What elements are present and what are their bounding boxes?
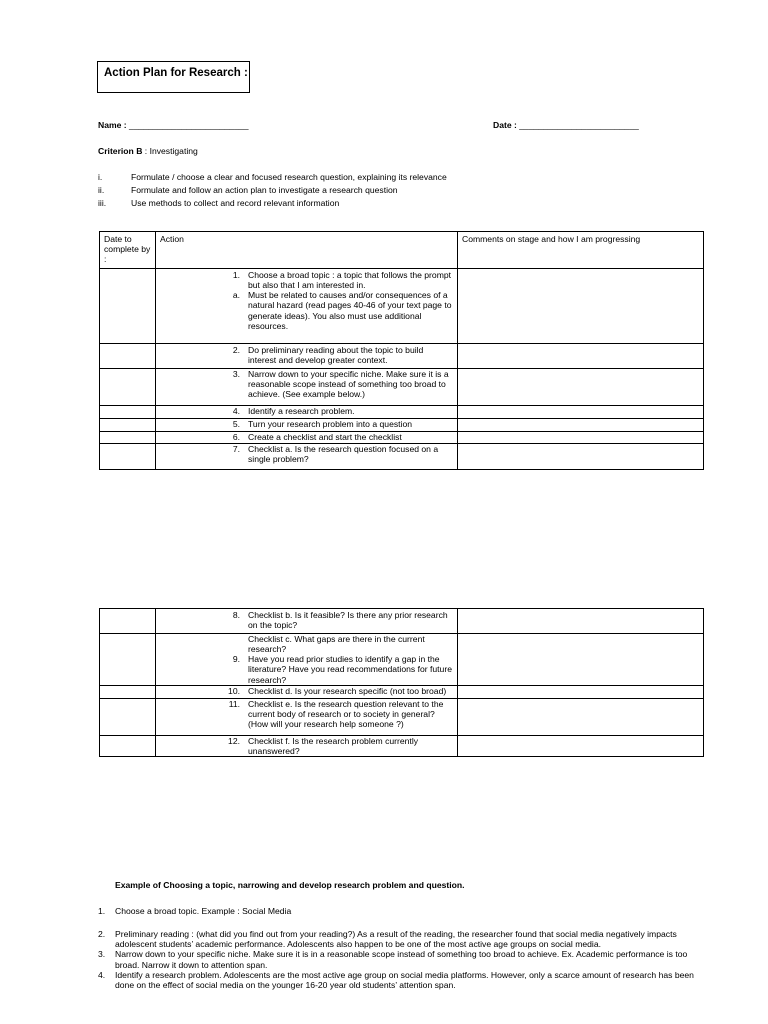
table-row bbox=[100, 685, 704, 698]
action-number: 2. bbox=[232, 345, 240, 355]
table-row bbox=[100, 269, 704, 344]
action-cell bbox=[156, 698, 458, 735]
date-cell[interactable] bbox=[100, 432, 156, 444]
action-text: Checklist b. Is it feasible? Is there any prior research on the topic? bbox=[248, 610, 448, 631]
action-number: 11. bbox=[228, 698, 240, 709]
action-cell bbox=[156, 634, 458, 686]
action-number: 1. bbox=[232, 270, 240, 280]
example-number: 3. bbox=[98, 949, 106, 960]
action-cell bbox=[156, 609, 458, 634]
comments-cell[interactable] bbox=[458, 609, 704, 634]
action-cell bbox=[156, 269, 458, 344]
action-cell bbox=[156, 685, 458, 698]
action-item bbox=[156, 736, 457, 756]
action-number bbox=[156, 634, 248, 654]
action-number: 7. bbox=[232, 444, 240, 454]
date-blank: _________________________ bbox=[519, 120, 639, 130]
objective-item bbox=[98, 185, 518, 198]
example-item bbox=[98, 970, 708, 990]
action-item bbox=[156, 406, 457, 416]
date-cell[interactable] bbox=[100, 444, 156, 470]
table-row bbox=[100, 419, 704, 432]
date-cell[interactable] bbox=[100, 419, 156, 432]
objectives-list bbox=[98, 172, 518, 211]
comments-cell[interactable] bbox=[458, 685, 704, 698]
comments-cell[interactable] bbox=[458, 419, 704, 432]
action-text: Checklist f. Is the research problem currently unanswered? bbox=[248, 735, 419, 756]
action-text: Narrow down to your specific niche. Make sure it is a reasonable scope instead of something too broad to achieve. (See example below.) bbox=[248, 369, 449, 400]
action-item bbox=[156, 269, 457, 290]
date-cell[interactable] bbox=[100, 406, 156, 419]
action-cell bbox=[156, 369, 458, 406]
action-cell bbox=[156, 444, 458, 470]
name-label: Name : bbox=[98, 120, 127, 130]
example-list bbox=[98, 906, 708, 990]
action-text: Have you read prior studies to identify a gap in the literature? Have you read recommendations for future research? bbox=[248, 654, 452, 685]
date-cell[interactable] bbox=[100, 369, 156, 406]
comments-cell[interactable] bbox=[458, 735, 704, 756]
date-column-header: Date to complete by : bbox=[100, 232, 156, 269]
action-item bbox=[156, 432, 457, 442]
comments-column-header: Comments on stage and how I am progressing bbox=[458, 232, 704, 269]
action-plan-table bbox=[99, 231, 704, 470]
action-text: Checklist e. Is the research question relevant to the current body of research or to society in general? (How will your research help someone ?) bbox=[248, 698, 444, 729]
action-text: Choose a broad topic : a topic that follows the prompt but also that I am interested in. bbox=[248, 270, 452, 291]
action-item bbox=[156, 369, 457, 399]
comments-cell[interactable] bbox=[458, 432, 704, 444]
example-item bbox=[98, 906, 708, 916]
comments-cell[interactable] bbox=[458, 269, 704, 344]
example-text: Choose a broad topic. Example : Social Media bbox=[115, 906, 292, 916]
action-plan-table-continued bbox=[99, 608, 704, 757]
example-item bbox=[98, 949, 708, 969]
date-cell[interactable] bbox=[100, 735, 156, 756]
date-cell[interactable] bbox=[100, 634, 156, 686]
action-item bbox=[156, 444, 457, 464]
document-title-box bbox=[97, 61, 250, 93]
action-text: Checklist d. Is your research specific (not too broad) bbox=[248, 685, 447, 696]
comments-cell[interactable] bbox=[458, 369, 704, 406]
objective-number: iii. bbox=[98, 198, 107, 208]
action-number: 5. bbox=[232, 419, 240, 429]
action-number: 10. bbox=[228, 685, 240, 696]
action-text: Create a checklist and start the checklist bbox=[248, 432, 402, 442]
comments-cell[interactable] bbox=[458, 344, 704, 369]
comments-cell[interactable] bbox=[458, 444, 704, 470]
date-cell[interactable] bbox=[100, 685, 156, 698]
comments-cell[interactable] bbox=[458, 406, 704, 419]
comments-cell[interactable] bbox=[458, 698, 704, 735]
example-number: 4. bbox=[98, 969, 106, 980]
name-field bbox=[98, 120, 249, 130]
example-item bbox=[98, 929, 708, 949]
action-item bbox=[156, 699, 457, 729]
action-number: 8. bbox=[232, 610, 240, 620]
action-number: 12. bbox=[228, 735, 240, 746]
date-field bbox=[493, 120, 639, 130]
date-cell[interactable] bbox=[100, 698, 156, 735]
action-item bbox=[156, 654, 457, 684]
objective-item bbox=[98, 198, 518, 211]
table-row bbox=[100, 698, 704, 735]
criterion-heading bbox=[98, 146, 198, 156]
action-number: 4. bbox=[232, 406, 240, 416]
example-text: Identify a research problem. Adolescents are the most active age group on social media platforms. However, only a scarce amount of research has been done on the effect of social media on the younger 16-20 year old students’ attention span. bbox=[115, 969, 694, 990]
table-row bbox=[100, 432, 704, 444]
comments-cell[interactable] bbox=[458, 634, 704, 686]
example-text: Narrow down to your specific niche. Make sure it is in a reasonable scope instead of something too broad to achieve. Ex. Academic performance is too broad. Narrow it down to attention span. bbox=[115, 949, 688, 970]
action-text: Must be related to causes and/or consequences of a natural hazard (read pages 40-46 of your text page to generate ideas). You also must use additional resources. bbox=[248, 290, 452, 331]
action-cell bbox=[156, 406, 458, 419]
action-number: 6. bbox=[232, 432, 240, 442]
action-item bbox=[156, 686, 457, 696]
table-row bbox=[100, 406, 704, 419]
action-number: 3. bbox=[232, 369, 240, 379]
table-row bbox=[100, 444, 704, 470]
action-item bbox=[156, 344, 457, 365]
action-item bbox=[156, 609, 457, 630]
action-text: Do preliminary reading about the topic to build interest and develop greater context. bbox=[248, 345, 424, 366]
action-item bbox=[156, 634, 457, 654]
action-cell bbox=[156, 432, 458, 444]
action-number: 9. bbox=[232, 654, 240, 665]
example-text: Preliminary reading : (what did you find out from your reading?) As a result of the reading, the researcher found that social media negatively impacts adolescent students’ academic performance. Adolescents also happen to be one of the most active age groups on social media. bbox=[115, 929, 677, 950]
example-number: 2. bbox=[98, 929, 106, 940]
action-cell bbox=[156, 735, 458, 756]
action-item bbox=[156, 290, 457, 331]
criterion-text: : Investigating bbox=[142, 146, 198, 156]
action-item bbox=[156, 419, 457, 429]
objective-number: ii. bbox=[98, 185, 105, 195]
date-cell[interactable] bbox=[100, 609, 156, 634]
objective-number: i. bbox=[98, 172, 103, 182]
criterion-label: Criterion B bbox=[98, 146, 143, 156]
date-label: Date : bbox=[493, 120, 517, 130]
action-cell bbox=[156, 344, 458, 369]
action-cell bbox=[156, 419, 458, 432]
objective-text: Use methods to collect and record relevant information bbox=[131, 198, 340, 208]
action-number: a. bbox=[232, 290, 240, 301]
table-row bbox=[100, 634, 704, 686]
date-cell[interactable] bbox=[100, 344, 156, 369]
document-title: Action Plan for Research : bbox=[104, 67, 248, 79]
example-heading: Example of Choosing a topic, narrowing and develop research problem and question. bbox=[115, 880, 465, 890]
date-cell[interactable] bbox=[100, 269, 156, 344]
action-text: Identify a research problem. bbox=[248, 406, 355, 416]
example-number: 1. bbox=[98, 906, 106, 916]
objective-item bbox=[98, 172, 518, 185]
table-row bbox=[100, 369, 704, 406]
action-column-header: Action bbox=[156, 232, 458, 269]
objective-text: Formulate and follow an action plan to investigate a research question bbox=[131, 185, 398, 195]
action-text: Checklist c. What gaps are there in the current research? bbox=[248, 634, 425, 655]
table-row bbox=[100, 344, 704, 369]
objective-text: Formulate / choose a clear and focused research question, explaining its relevance bbox=[131, 172, 447, 182]
table-header-row bbox=[100, 232, 704, 269]
table-row bbox=[100, 735, 704, 756]
action-text: Turn your research problem into a question bbox=[248, 419, 413, 429]
table-row bbox=[100, 609, 704, 634]
name-blank: _________________________ bbox=[129, 120, 249, 130]
action-text: Checklist a. Is the research question focused on a single problem? bbox=[248, 444, 439, 465]
